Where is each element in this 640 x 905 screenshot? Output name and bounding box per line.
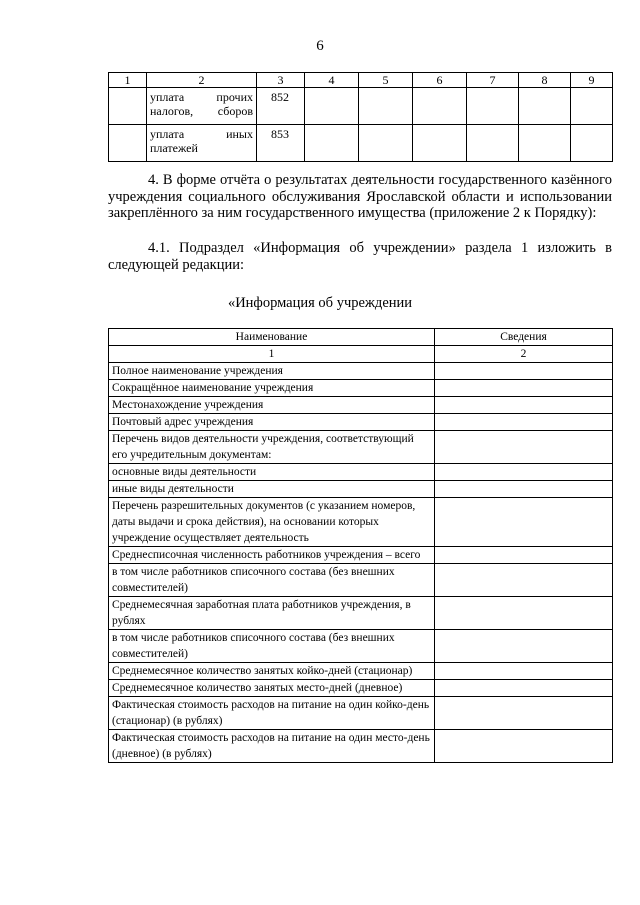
column-number: 6 bbox=[413, 73, 467, 88]
row-value bbox=[435, 547, 613, 564]
table-row bbox=[109, 380, 613, 397]
row-label: иные виды деятельности bbox=[109, 481, 435, 498]
column-number: 1 bbox=[109, 73, 147, 88]
column-number: 8 bbox=[519, 73, 571, 88]
row-label: Среднесписочная численность работников учреждения – всего bbox=[109, 547, 435, 564]
paragraph-4-1: 4.1. Подраздел «Информация об учреждении» раздела 1 изложить в следующей редакции: bbox=[108, 240, 612, 273]
table-row bbox=[109, 88, 613, 125]
column-number-row bbox=[109, 346, 613, 363]
empty-cell bbox=[413, 125, 467, 162]
table-row bbox=[109, 564, 613, 597]
row-value bbox=[435, 630, 613, 663]
row-label: Среднемесячная заработная плата работников учреждения, в рублях bbox=[109, 597, 435, 630]
row-value bbox=[435, 730, 613, 763]
empty-cell bbox=[109, 88, 147, 125]
empty-cell bbox=[109, 125, 147, 162]
column-number: 9 bbox=[571, 73, 613, 88]
header-name: Наименование bbox=[109, 329, 435, 346]
row-label: Местонахождение учреждения bbox=[109, 397, 435, 414]
empty-cell bbox=[571, 125, 613, 162]
continuation-table bbox=[108, 72, 613, 162]
table-row bbox=[109, 680, 613, 697]
row-value bbox=[435, 431, 613, 464]
table-row bbox=[109, 125, 613, 162]
row-label: Почтовый адрес учреждения bbox=[109, 414, 435, 431]
row-value bbox=[435, 597, 613, 630]
row-label: Перечень разрешительных документов (с указанием номеров, даты выдачи и срока действия), на основании которых учреждение осуществляет деятельность bbox=[109, 498, 435, 547]
row-label: в том числе работников списочного состава (без внешних совместителей) bbox=[109, 564, 435, 597]
header-value: Сведения bbox=[435, 329, 613, 346]
table-row bbox=[109, 663, 613, 680]
empty-cell bbox=[305, 88, 359, 125]
empty-cell bbox=[305, 125, 359, 162]
row-label: Фактическая стоимость расходов на питание на один койко-день (стационар) (в рублях) bbox=[109, 697, 435, 730]
row-code: 852 bbox=[257, 88, 305, 125]
column-number: 1 bbox=[109, 346, 435, 363]
row-label: Сокращённое наименование учреждения bbox=[109, 380, 435, 397]
column-number: 3 bbox=[257, 73, 305, 88]
row-code: 853 bbox=[257, 125, 305, 162]
column-number: 4 bbox=[305, 73, 359, 88]
row-value bbox=[435, 697, 613, 730]
table-row bbox=[109, 363, 613, 380]
header-row bbox=[109, 329, 613, 346]
row-value bbox=[435, 363, 613, 380]
column-number-row bbox=[109, 73, 613, 88]
row-name: уплата прочих налогов, сборов bbox=[147, 88, 257, 125]
row-name: уплата иных платежей bbox=[147, 125, 257, 162]
table-row bbox=[109, 630, 613, 663]
row-value bbox=[435, 464, 613, 481]
row-value bbox=[435, 564, 613, 597]
row-label: основные виды деятельности bbox=[109, 464, 435, 481]
table-row bbox=[109, 414, 613, 431]
info-table bbox=[108, 328, 613, 763]
empty-cell bbox=[413, 88, 467, 125]
row-value bbox=[435, 380, 613, 397]
column-number: 5 bbox=[359, 73, 413, 88]
table-row bbox=[109, 464, 613, 481]
row-value bbox=[435, 481, 613, 498]
section-title: «Информация об учреждении bbox=[227, 295, 413, 311]
empty-cell bbox=[359, 125, 413, 162]
row-value bbox=[435, 663, 613, 680]
row-value bbox=[435, 680, 613, 697]
empty-cell bbox=[467, 88, 519, 125]
empty-cell bbox=[519, 88, 571, 125]
column-number: 7 bbox=[467, 73, 519, 88]
table-row bbox=[109, 498, 613, 547]
table-row bbox=[109, 597, 613, 630]
row-label: Перечень видов деятельности учреждения, соответствующий его учредительным документам: bbox=[109, 431, 435, 464]
table-row bbox=[109, 481, 613, 498]
empty-cell bbox=[359, 88, 413, 125]
table-row bbox=[109, 397, 613, 414]
row-value bbox=[435, 498, 613, 547]
table-row bbox=[109, 431, 613, 464]
empty-cell bbox=[519, 125, 571, 162]
row-label: Среднемесячное количество занятых койко-дней (стационар) bbox=[109, 663, 435, 680]
row-label: Фактическая стоимость расходов на питание на один место-день (дневное) (в рублях) bbox=[109, 730, 435, 763]
column-number: 2 bbox=[147, 73, 257, 88]
row-value bbox=[435, 397, 613, 414]
table-row bbox=[109, 547, 613, 564]
empty-cell bbox=[571, 88, 613, 125]
page-number: 6 bbox=[316, 38, 324, 54]
empty-cell bbox=[467, 125, 519, 162]
row-value bbox=[435, 414, 613, 431]
row-label: в том числе работников списочного состава (без внешних совместителей) bbox=[109, 630, 435, 663]
table-row bbox=[109, 730, 613, 763]
row-label: Среднемесячное количество занятых место-дней (дневное) bbox=[109, 680, 435, 697]
row-label: Полное наименование учреждения bbox=[109, 363, 435, 380]
table-row bbox=[109, 697, 613, 730]
paragraph-4: 4. В форме отчёта о результатах деятельности государственного казённого учреждения социального обслуживания Ярославской области и использовании закреплённого за ним государственного имущества (приложение 2 к Порядку): bbox=[108, 172, 612, 221]
column-number: 2 bbox=[435, 346, 613, 363]
